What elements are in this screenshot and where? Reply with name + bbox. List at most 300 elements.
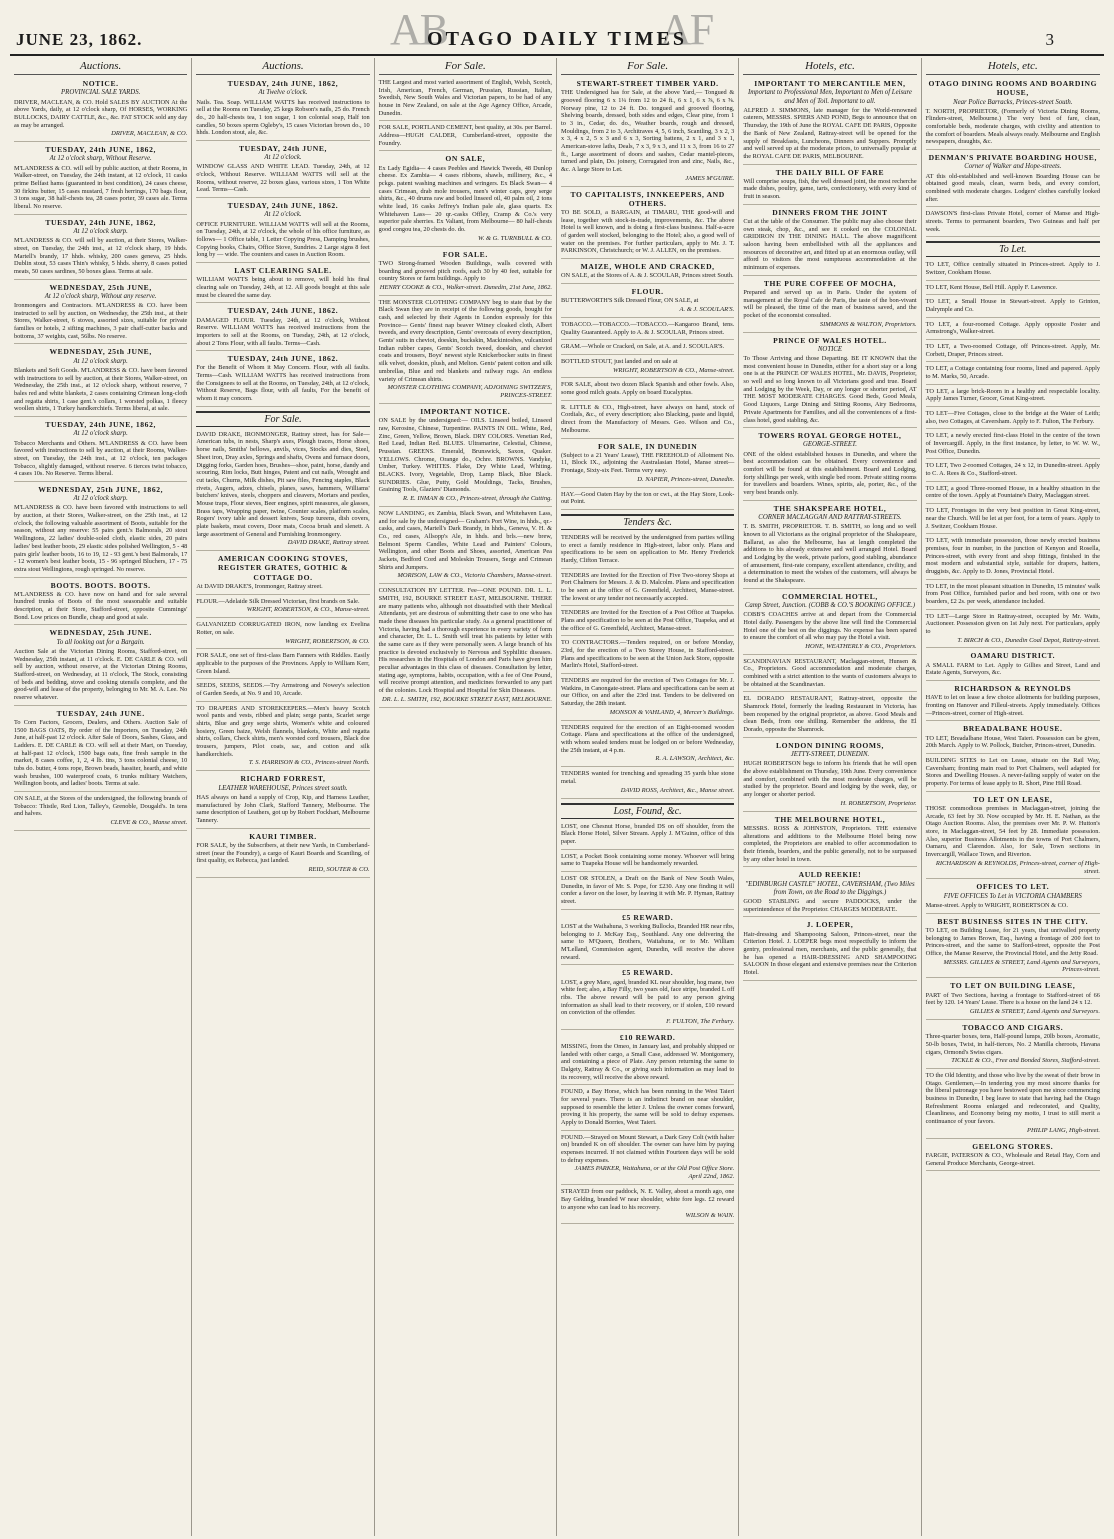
- advertisement: [196, 79, 369, 141]
- advertisement: [561, 1088, 734, 1130]
- ad-body: DAMAGED FLOUR. Tuesday, 24th, at 12 o'clock, Without Reserve. WILLIAM WATTS has received instructions from the importers to sell at the Rooms, on Tuesday, 24th, at 12 o'clock, about 2 Tons Flour, with all faults. Terms—Cash.: [196, 316, 370, 347]
- ad-body: GALVANIZED CORRUGATED IRON, now landing ex Evelina Rotter, on sale.: [196, 621, 370, 636]
- ad-title: TO LET ON LEASE,: [973, 794, 1053, 804]
- ad-signature: F. FULTON, The Ferbury.: [666, 1017, 735, 1025]
- ad-body: (Subject to a 21 Years' Lease), THE FREEHOLD of Allotment No. 11, Block IX., adjoining the Australasian Hotel, Manse street—Frontage, Sixty-six Feet. Terms very easy.: [560, 451, 735, 475]
- ad-title: RICHARD FORREST,: [240, 774, 326, 784]
- ad-title: OFFICES TO LET.: [976, 882, 1050, 892]
- advertisement: [14, 709, 187, 792]
- ad-subtitle: At 12 o'clock.: [264, 154, 302, 162]
- newspaper-column: [557, 58, 739, 1536]
- ad-body: FOR SALE, about two dozen Black Spanish and other fowls. Also, some good milch goats. Apply on board Eucalyptus.: [560, 381, 735, 397]
- advertisement: [14, 347, 187, 417]
- advertisement: [561, 572, 734, 607]
- ad-signature: DAVID DRAKE, Rattray street.: [287, 539, 370, 547]
- ad-body: AT this old-established and well-known Boarding House can be obtained good meals, clean, warm beds, and every comfort, combined with moderate charges. Lodgers' clothes carefully looked after.: [925, 172, 1100, 203]
- ad-body: TO LET, Breadalbane House, West Taieri. Possession can be given, 20th March. Apply to W. Pollock, Butcher, Princes-street, Dunedin.: [925, 734, 1100, 750]
- advertisement: [561, 875, 734, 910]
- ad-body: TO LET, a good Three-roomed House, in a healthy situation in the centre of the town. Apply at Fountaine's Dairy, Maclaggan street.: [925, 484, 1100, 500]
- ad-body: TO LET, a four-roomed Cottage. Apply opposite Foster and Armstrong's, Walker-street.: [925, 320, 1100, 336]
- ad-body: LOST at the Waihahuna, 3 working Bullocks, Branded HR near ribs, belonging to J. McKay Esq., Southland. Any one delivering the same to M'Queen, Brothers, Waitahuna, or to Mr. William M'Lelland, Commission agent, Dunedin, will receive the above reward.: [560, 922, 735, 961]
- advertisement: [926, 210, 1100, 237]
- advertisement: [14, 581, 187, 626]
- ad-body: TENDERS will be received by the undersigned from parties willing to erect a family residence in High-street, labor only. Plans and specifications to be seen on application to Mr. Henry Frederick Hardy, Clifton Terrace.: [560, 534, 735, 565]
- ad-title: TUESDAY, 24th JUNE,: [238, 143, 328, 153]
- ad-signature: DR. L. L. SMITH, 192, BOURKE STREET EAST, MELBOURNE.: [381, 695, 552, 703]
- advertisement: [196, 682, 369, 701]
- ad-subtitle: PROVINCIAL SALE YARDS.: [61, 89, 141, 97]
- ad-subtitle: CORNER MACLAGGAN AND RATTRAY-STREETS.: [758, 513, 902, 521]
- ad-body: TO LET, a newly erected first-class Hotel in the centre of the town of Invercargill. Apply, in the first instance, by letter, to W. W. W., Post Office, Dunedin.: [925, 432, 1100, 455]
- ad-subtitle: Camp Street, Junction. (COBB & CO.'S BOOKING OFFICE.): [744, 601, 916, 609]
- advertisement: [196, 705, 369, 772]
- ad-title: LONDON DINING ROOMS,: [775, 740, 884, 750]
- advertisement: [561, 968, 734, 1030]
- advertisement: [561, 534, 734, 569]
- advertisement: [196, 306, 369, 351]
- ad-body: BUILDING SITES to Let on Lease, situate on the Rail Way, Caversham; fronting main road to Port Chalmers, well adapted for Stores and Dwelling Houses. A never-failing supply of water on the property. For terms of lease apply to R. Short, Pine Hill Road.: [925, 756, 1100, 787]
- advertisement: [926, 917, 1100, 979]
- column-heading: Hotels, etc.: [743, 60, 916, 75]
- advertisement: [561, 1134, 734, 1186]
- advertisement: [196, 554, 369, 594]
- advertisement: [196, 354, 369, 407]
- ad-subtitle: LEATHER WAREHOUSE, Princes street south.: [218, 784, 348, 792]
- ad-title: GEELONG STORES.: [972, 1141, 1054, 1151]
- ad-body: TO LET, a Two-roomed Cottage, off Princes-street. Apply, Mr. Corbett, Draper, Princes street.: [925, 343, 1100, 358]
- ad-title: TUESDAY, 24th JUNE, 1862,: [45, 145, 156, 155]
- newspaper-column: [192, 58, 374, 1536]
- ad-title: TUESDAY, 24th JUNE.: [56, 708, 145, 718]
- ad-signature: WRIGHT, ROBERTSON & CO., Manse-street.: [612, 366, 735, 374]
- ad-signature: GILLIES & STREET, Land Agents and Surveyors.: [969, 1008, 1100, 1015]
- ad-signature: HONE, WEATHERLY & CO., Proprietors.: [805, 642, 917, 650]
- ad-title: WEDNESDAY, 25th JUNE.: [49, 628, 152, 638]
- advertisement: [196, 431, 369, 551]
- ad-body: Manse-street. Apply to WRIGHT, ROBERTSON & CO.: [925, 901, 1068, 909]
- advertisement: [14, 79, 187, 142]
- ad-body: TO LET, a Small House in Stewart-street. Apply to Grinton, Dalrymple and Co.: [925, 298, 1100, 314]
- ad-body: SCANDINAVIAN RESTAURANT, Maclaggan-street, Hunsen & Co., Proprietors. Good accommodation and moderate charges, combined with a strict attention to the wants of customers always to be obtained at the Scandinavian.: [743, 657, 917, 688]
- advertisement: [561, 358, 734, 379]
- section-heading: For Sale.: [196, 411, 369, 427]
- ad-body: THE Largest and most varied assortment of English, Welsh, Scotch, Irish, American, French, German, Prussian, Russian, Italian, Swedish, New South Wales and Victorian papers, to be had of any house in New Zealand, on sale at the Age Agency Office, Arcade, Dunedin.: [378, 79, 552, 117]
- ad-body: M'LANDRESS & CO. will sell by auction, at their Stores, Walker-street, on Tuesday, the 24th inst., at 12 o'clock sharp, 19 hhds. Martell's brandy, 17 hhds. whisky, 200 cases geneva, 25 hhds. Dublin stout, 53 cases Thin's whisky, 5 hhds. sherry, 8 cases potted meats, 50 cases sardines, 50 boxes glass. Terms at sale.: [14, 237, 188, 275]
- ad-title: £5 REWARD.: [622, 912, 674, 922]
- advertisement: [379, 299, 552, 404]
- ad-body: Auction Sale at the Victorian Dining Rooms, Stafford-street, on Wednesday, 25th instant, at 11 o'clock. E. DE CARLE & CO. will sell by auction, without reserve, at the Victorian Dining Rooms, Stafford-street, on Wednesday, at 11 o'clock, The Stock, consisting of beds and bedding, stove and cooking utensils complete, and the good-will and lease of the property, belonging to Mr. M. A. Lee. No reserve whatever.: [14, 647, 188, 702]
- ad-body: ALFRED J. SIMMONS, late manager for the World-renowned caterers, MESSRS. SPIERS AND POND, Begs to announce that on Thursday, the 19th of June the ROYAL CAFE DE PARIS, Opposite the Bank of New Zealand, Rattray-street will be opened for the supply of Breakfasts, Luncheons, Dinners and Suppers. Promptly and well served up at the moderate prices, to universally popular at the ROYAL CAFE DE PARIS, MELBOURNE.: [743, 106, 917, 160]
- issue-date: JUNE 23, 1862.: [16, 30, 143, 49]
- ad-signature: REID, SOUTER & CO.: [308, 865, 370, 873]
- ad-signature: MORISON, LAW & CO., Victoria Chambers, Manse-street.: [397, 572, 552, 580]
- advertisement: [926, 583, 1100, 610]
- advertisement: [196, 652, 369, 679]
- ad-body: ON SALE by the undersigned:— OILS. Linseed boiled, Linseed raw, Kerosine, Chinese, Turpentine. PAINTS IN OIL. White, Red, Zinc, Green, Yellow, Brown, Black. DRY COLORS. Venetian Red, Red Lead, Indian Red. BLUES. Ultramarine, Celestial, Chinese, Prussian. GREENS. Emerald, Brunswick, Saxon, Quaker. YELLOWS. Chrome, Orange do., Ochre. BROWNS. Vandyke, Umber, Turkey. WHITES. Flake, Dry White Lead, Whiting. BLACKS. Ivory, Vegetable, Drop, Lamp Black, Blue Black. SUNDRIES. Glue, Putty, Gold Mouldings, Tacks, Brushes, Graining Tools, Glaziers' Diamonds.: [378, 417, 552, 494]
- ad-body: A SMALL FARM to Let. Apply to Gillies and Street, Land and Estate Agents, Surveyors, &c.: [925, 661, 1100, 677]
- column-grid: [10, 58, 1104, 1536]
- advertisement: [926, 1023, 1100, 1069]
- advertisement: [379, 510, 552, 584]
- advertisement: [561, 343, 734, 355]
- advertisement: [743, 658, 916, 693]
- ad-title: THE DAILY BILL OF FARE: [775, 167, 885, 177]
- advertisement: [561, 677, 734, 721]
- ad-body: NOW LANDING, ex Zambia, Black Swan, and Whitehaven Lass, and for sale by the undersigned— Graham's Port Wine, in hhds., qr.-casks, and cases, Martell's Dark Brandy, in hhds., Geneva, V. H. & Co., red cases, Allsopp's Ale, in hhds. and brls.—new brew, Belmont Sperm Candles, White Lead and Painters' Colours, Wellington, and other Boots and Shoes, assorted, American Pea Jackets, Bedford Cord and Moleskin Trousers, Serge and Crimean Shirts and Jumpers.: [378, 509, 552, 571]
- advertisement: [561, 724, 734, 768]
- ad-title: THE SHAKSPEARE HOTEL,: [773, 503, 887, 513]
- advertisement: [561, 770, 734, 798]
- ad-body: Prepared and served up as in Paris. Under the system of management at the Royal Cafe de Paris, the taste of the bon-vivant will be pleased, the time of the man of business saved, and the pocket of the economist consulted.: [743, 288, 917, 319]
- ad-body: MESSRS. ROSS & JOHNSTON, Proprietors. THE extensive alterations and additions to the Melbourne Hotel being now completed, the Proprietors are enabled to offer accommodation to their friends, boarders, and the public generally, not to be surpassed by any other hotel in town.: [743, 824, 917, 863]
- advertisement: [196, 832, 369, 878]
- ad-body: HAY.—Good Oaten Hay by the ton or cwt., at the Hay Store, Look-out Point.: [560, 490, 735, 506]
- ad-title: TUESDAY, 24th JUNE, 1862,: [45, 217, 156, 227]
- ad-signature: T. BIRCH & CO., Dunedin Coal Depot, Rattray-street.: [957, 636, 1100, 644]
- newspaper-column: [922, 58, 1104, 1536]
- ad-body: Three-quarter boxes, tens, Half-pound lumps, 20lb boxes, Aromatic, 50-lb boxes, Twist, in half-tierces, No. 2 Manilla cheroots, Havana cigars, Ormond's Swiss cigars.: [925, 1033, 1100, 1056]
- ad-body: FOR SALE, by the Subscribers, at their new Yards, in Cumberland-street (near the Foundry), a cargo of Kauri Boards and Scantling, of first quality, ex Rebecca, just landed.: [196, 841, 370, 865]
- advertisement: [926, 757, 1100, 792]
- advertisement: [926, 795, 1100, 880]
- advertisement: [561, 853, 734, 872]
- ad-body: ONE of the oldest established houses in Dunedin, and where the best accommodation can be obtained. Every convenience and comfort will be found at this establishment. Board and Lodging, forty shillings per week, with single bed room. Private sitting rooms for travellers and boarders. Wines, spirits, ale, porter, &c., of the very best brands only.: [743, 450, 917, 497]
- advertisement: [926, 365, 1100, 384]
- ad-body: DAVID DRAKE, IRONMONGER, Rattray street, has for Sale— American tubs, in nests, Sharp's axes, Plough traces, Horse shoes, horse nails, Smiths' bellows, anvils, vices, Stocks and dies, Steel, Sheet iron, Dray axles, Springs and shafts, Ovens and furnace doors, Digging forks, Garden hoes, Brushes—shoe, paint, horse, dandy and scouring, Rim locks, Butt hinges, Patent and cut nails, Wrought and cut tacks, Churns, Milk dishes, Pit saw files, Fencing staples, Black rivets, Augers, adzes, chisels, planes, saws, hammers, Williams' butchers' knives, steels, choppers and cleavers, Mortars and pestles, Mouse traps, Flour sieves, Beer engines, spirit measures, ale glasses, Brass taps, Wrapping paper, twine, Counter scales, platform scales, Rogers' ivory table and dessert knives, Soup tureens, dish covers, plate baskets, meat covers, Door mats, Cocoa brush and slenett. A large assortment of General and Furnishing Ironmongery.: [196, 430, 370, 538]
- ad-body: TO BE SOLD, a BARGAIN, at TIMARU, THE good-will and lease, together with stock-in-trade, improvements, &c. The above Hotel is well known, and is doing a first-class business. Half-a-acre of garden well stocked, belonging to the Hotel; also, a good well of water on the premises. For further particulars, apply to Mr. J. T. PARKINSON, Christchurch; or W. J. ALLEN, on the premises.: [560, 209, 735, 255]
- advertisement: [561, 321, 734, 340]
- header-rule: [10, 54, 1104, 56]
- ad-title: IMPORTANT TO MERCANTILE MEN,: [754, 79, 906, 88]
- ad-signature: JAMES M'GUIRE.: [685, 174, 735, 182]
- ad-body: HUGH ROBERTSON begs to inform his friends that he will open the above establishment on Thursday, 19th June. Every convenience and comfort, combined with the most moderate charges, will be studied by the proprietor. Board and lodging by the week, day, or any longer or shorter period.: [743, 760, 917, 799]
- ad-body: TENDERS are Invited for the Erection of Five Two-storey Shops at Port Chalmers for Messrs. J. & D. Malcolm. Plans and specification to be seen at the office of G. Greenfield, Architect, Manse-street. The lowest or any tender not necessarily accepted.: [560, 571, 735, 602]
- ad-title: TUESDAY, 24th JUNE, 1862,: [227, 79, 339, 88]
- advertisement: [561, 609, 734, 636]
- section-heading: To Let.: [926, 241, 1100, 257]
- ad-title: KAURI TIMBER.: [249, 831, 317, 841]
- ad-body: TO DRAPERS AND STOREKEEPERS.—Men's heavy Scotch wool pants and vests, ribbed and plain; serge pants, Scarlet serge shirts, Blue and grey serge shirts, Women's white and coloured hosiery, Green baize, Welsh flannels, blankets, White and regatta shirts, collars, Check shirts, men's worsted cord trousers, Black doe trousers, jumpers, Pilot coats, sac, and cotton and silk handkerchiefs.: [196, 704, 370, 758]
- advertisement: [561, 491, 734, 510]
- advertisement: [561, 913, 734, 966]
- advertisement: [196, 774, 369, 828]
- ad-body: TENDERS wanted for trenching and spreading 35 yards blue stone metal.: [560, 770, 735, 785]
- ad-subtitle: To all looking out for a Bargain.: [56, 638, 145, 646]
- advertisement: [926, 343, 1100, 362]
- ad-body: Ironmongers and Contractors. M'LANDRESS & CO. have been instructed to sell by auction, on Wednesday, the 25th inst., at their Stores, Walker-street, 6 stoves, assorted sizes, suitable for private families or hotels, 2 sifting machines, 3 pair chaff-cutter backs and bottoms, 37 weights, cast, 56lbs. No reserve.: [14, 302, 188, 340]
- ad-body: TENDERS required for the erection of an Eight-roomed wooden Cottage. Plans and specifications at the office of the undersigned, with whom sealed tenders must be lodged on or before Wednesday, the 25th instant, at 4 p.m.: [560, 723, 735, 754]
- ad-title: TUESDAY, 24th JUNE, 1862.: [227, 201, 339, 211]
- ad-subtitle: At 12 o'clock sharp.: [73, 357, 128, 365]
- ad-subtitle: At 12 o'clock sharp.: [73, 227, 128, 235]
- ad-body: TO LET, Frontages in the very best position in Great King-street, near the Church. Will be let at per foot, for a term of years. Apply to J. Switzer, Cookham House.: [925, 507, 1100, 530]
- ad-body: TO LET, a Cottage containing four rooms, lined and papered. Apply to M. Marks, 50, Arcade.: [925, 365, 1100, 381]
- ad-title: FOR SALE.: [442, 249, 488, 259]
- ad-body: DRIVER, MACLEAN, & CO. Hold SALES BY AUCTION At the above Yards, daily, at 12 o'clock sharp, Of HORSES, WORKING BULLOCKS, DAIRY CATTLE, &c., &c. FAT STOCK sold any day as may be arranged.: [14, 98, 188, 129]
- ad-title: OAMARU DISTRICT.: [970, 651, 1056, 661]
- ad-signature: DRIVER, MACLEAN, & CO.: [111, 130, 188, 138]
- ad-signature: MONSTER CLOTHING COMPANY, ADJOINING SWITZER'S, PRINCES-STREET.: [387, 384, 552, 400]
- advertisement: [926, 882, 1100, 913]
- ad-signature: TICKLE & CO., Free and Bonded Stores, Stafford-street.: [951, 1057, 1100, 1065]
- ad-body: HAVE to let on lease a few choice allotments for building purposes, fronting on Hanover and Filleul-streets. Apply immediately. Offices—Princes-street, corner of High-street.: [925, 694, 1100, 717]
- ad-body: GOOD STABLING and secure PADDOCKS, under the superintendence of the Proprietor. CHARGES MODERATE.: [743, 898, 917, 913]
- advertisement: [926, 284, 1100, 296]
- ad-body: FLOUR.—Adelaide Silk Dressed Victorian, first brands on Sale.: [196, 597, 360, 605]
- ad-signature: MONSON & VAHLAND, 4, Mercer's Buildings.: [609, 708, 735, 716]
- ad-subtitle: JETTY-STREET, DUNEDIN.: [790, 751, 870, 759]
- ad-signature: WILSON & WAIN.: [685, 1212, 735, 1220]
- ad-title: STEWART-STREET TIMBER YARD.: [576, 79, 719, 88]
- advertisement: [14, 795, 187, 831]
- ad-signature: PHILIP LANG, High-street.: [1027, 1126, 1100, 1134]
- newspaper-column: [739, 58, 921, 1536]
- ad-subtitle: Near Police Barracks, Princes-street South.: [953, 98, 1073, 106]
- ad-body: FOUND.—Strayed on Mount Stewart, a Dark Grey Colt (with halter on) branded K on off shoulder. The owner can have him by paying expenses incurred. If not claimed within Fourteen days will be sold to defray expenses.: [560, 1133, 735, 1164]
- advertisement: [196, 598, 369, 619]
- advertisement: [926, 981, 1100, 1020]
- ad-body: T. NORTH, PROPRIETOR, (Formerly of Victoria Dining Rooms, Flinders-street, Melbourne.) The very best of fare, clean, comfortable beds, moderate charges, with civility and attention to the comfort of boarders. Meals always ready. Melbourne and English newspapers, draughts, &c.: [925, 107, 1100, 146]
- ad-subtitle: Corner of Walker and Hope-streets.: [964, 163, 1062, 171]
- advertisement: [926, 261, 1100, 280]
- ad-signature: JAMES PARKER, Waitahuna, or at the Old Post Office Store. April 22nd, 1862.: [574, 1165, 735, 1181]
- ad-body: PART of Two Sections, having a frontage to Stafford-street of 66 feet by 120. 14 Years' Lease. There is a house on the land 24 x 12.: [925, 991, 1100, 1007]
- ad-title: TUESDAY, 24th JUNE, 1862.: [227, 354, 339, 364]
- ad-body: At DAVID DRAKE'S, Ironmonger, Rattray street.: [196, 582, 323, 590]
- ad-subtitle: At 12 o'clock sharp.: [73, 430, 128, 438]
- ad-body: COBB'S COACHES arrive at and depart from the Commercial Hotel daily. Passengers by the above line will find the Commercial Hotel one of the best on the diggings. No expense has been spared to ensure the comfort of all who may pay the Hotel a visit.: [743, 611, 917, 642]
- ad-signature: WRIGHT, ROBERTSON, & CO.: [285, 637, 370, 645]
- ad-title: DENMAN'S PRIVATE BOARDING HOUSE,: [928, 153, 1097, 163]
- ad-signature: D. NAPIER, Princes-street, Dunedin.: [637, 475, 735, 483]
- ad-body: TENDERS are required for the erection of Two Cottages for Mr. J. Watkins, in Canongate-street. Plans and specifications can be seen at our Office, on and after the 23rd inst. Tenders to be delivered on Saturday, the 28th instant.: [560, 677, 735, 708]
- ad-body: Cut at the table of the Consumer. The public may also choose their own steak, chop, &c., and see it cooked on the COLONIAL GRIDIRON IN THE DINING HALL. The above magnificent saloon having been embellished with all the appliances and resources of decorative art, and fitted up at an enormous outlay, will afford to visitors the most sumptuous accommodation at the minimum of expenses.: [743, 218, 917, 272]
- column-heading: For Sale.: [379, 60, 552, 75]
- ad-body: TO LET—Large Store in Rattray-street, occupied by Mr. Watts, Auctioneer. Possession given on 1st July next. For particulars, apply to: [925, 612, 1100, 635]
- ad-body: OFFICE FURNITURE. WILLIAM WATTS will sell at the Rooms, on Tuesday, 24th, at 12 o'clock, the whole of his office furniture, as follows— 1 Office table, 1 Letter Copying Press, Damping brushes, Copying books, Chairs, Office Stove, Sundries. 2 Large signs 8 feet long by — wide. The counters and cases in Auction Room.: [196, 220, 370, 259]
- advertisement: [743, 592, 916, 655]
- advertisement: [926, 298, 1100, 317]
- ad-body: LOST, one Chesnut Horse, branded DS on off shoulder, from the Black Horse Hotel, Silver Stream. Apply J. M'Guinn, office of this paper.: [560, 822, 735, 845]
- ad-body: WINDOW GLASS AND WHITE LEAD. Tuesday, 24th, at 12 o'clock, Without Reserve. WILLIAM WATTS will sell at the Rooms, without reserve, 22 boxes glass, various sizes, 1 Ton White Lead. Terms—Cash.: [196, 163, 370, 194]
- advertisement: [743, 431, 916, 501]
- ad-body: BUTTERWORTH'S Silk Dressed Flour, ON SALE, at: [560, 297, 699, 305]
- ad-body: For the Benefit of Whom it May Concern. Flour, with all faults. Terms—Cash. WILLIAM WATTS has received instructions from the Consignees to sell at the Rooms, on Tuesday, 24th, at 12 o'clock, Without Reserve, Bags flour, with all faults, For the benefit of whom it may concern.: [196, 364, 370, 403]
- advertisement: [14, 420, 187, 482]
- advertisement: [743, 336, 916, 429]
- advertisement: [561, 442, 734, 488]
- advertisement: [379, 124, 552, 151]
- ad-body: TO LET, a large brick-Room in a healthy and respectable locality. Apply James Turner, Grocer, Great King-street.: [925, 387, 1100, 403]
- ad-subtitle: At 12 o'clock sharp, Without Reserve.: [49, 155, 152, 163]
- ad-signature: W. & G. TURNBULL & CO.: [477, 234, 552, 242]
- ad-signature: SIMMONS & WALTON, Proprietors.: [819, 320, 917, 328]
- ad-body: LOST, a Pocket Book containing some money. Whoever will bring same to Tuapeka House will be handsomely rewarded.: [560, 852, 735, 868]
- ad-title: TO CAPITALISTS, INNKEEPERS, AND OTHERS.: [570, 189, 725, 208]
- ad-subtitle: NOTICE: [817, 345, 843, 353]
- ad-title: COMMERCIAL HOTEL,: [782, 591, 878, 601]
- ad-signature: DAVID ROSS, Architect, &c., Manse street.: [620, 786, 735, 794]
- ad-title: BREADALBANE HOUSE.: [963, 724, 1063, 734]
- advertisement: [196, 201, 369, 263]
- ad-title: LAST CLEARING SALE.: [234, 266, 332, 275]
- column-heading: Auctions.: [196, 60, 369, 75]
- ad-body: FOR SALE, PORTLAND CEMENT, best quality, at 30s. per Barrel. Address—HUGH CALDER, Cumberland-street, opposite the Foundry.: [378, 124, 552, 147]
- advertisement: [561, 639, 734, 674]
- ad-body: Will comprise soups, fish, the well dressed joint, the most recherche made dishes, poultry, game, tarts, confectionery, with every kind of fruit in season.: [743, 177, 917, 201]
- advertisement: [926, 724, 1100, 754]
- ad-title: AMERICAN COOKING STOVES, REGISTER GRATES, GOTHIC & COTTAGE DO.: [217, 554, 349, 582]
- ad-signature: MESSRS. GILLIES & STREET, Land Agents and Surveyors, Princes-street.: [943, 958, 1100, 974]
- advertisement: [926, 410, 1100, 429]
- advertisement: [14, 218, 187, 280]
- ad-title: £10 REWARD.: [619, 1032, 676, 1042]
- ad-title: THE MELBOURNE HOTEL,: [774, 814, 886, 824]
- newspaper-column: [10, 58, 192, 1536]
- ad-signature: WRIGHT, ROBERTSON, & CO., Manse-street.: [246, 606, 370, 614]
- ad-body: FOR SALE, one set of first-class Barn Fanners with Riddles. Easily applicable to the purposes of the Provinces. Apply to William Kerr, Green Island.: [196, 652, 370, 675]
- ad-signature: CLEVE & CO., Manse street.: [110, 819, 188, 826]
- advertisement: [14, 145, 187, 215]
- ad-title: NOTICE.: [82, 79, 119, 88]
- advertisement: [561, 79, 734, 187]
- advertisement: [743, 870, 916, 917]
- ad-body: THOSE commodious premises in Maclaggan-street, joining the Arcade, 63 feet by 30. Now occupied by Mr. H. E. Nathan, as the Otago Auction Rooms. Also, the premises over Mr. P. W. Hutton's store, in Maclaggan-street, 54 feet by 28. Immediate possession. Also, superior Business Allotments in the towns of Port Chalmers, Oamaru, and Clarendon. Also, for Sale, Town sections in Invercargill, Wallace Town, and Riverton.: [925, 804, 1100, 858]
- ad-subtitle: At 12 o'clock sharp.: [73, 495, 128, 503]
- newspaper-title: OTAGO DAILY TIMES: [427, 28, 687, 50]
- ad-body: TOBACCO.—TOBACCO.—TOBACCO.—Kangaroo Brand, tens. Quality Guaranteed. Apply to A. & J. SCOULAR, Princes street.: [560, 320, 735, 336]
- ad-title: TUESDAY, 24th JUNE, 1862,: [45, 420, 156, 430]
- column-heading: Auctions.: [14, 60, 187, 75]
- ad-subtitle: "EDINBURGH CASTLE" HOTEL, CAVERSHAM, (Two Miles from Town, on the Road to the Diggings.): [745, 880, 915, 896]
- ad-title: THE PURE COFFEE OF MOCHA,: [763, 278, 897, 288]
- ad-body: TO LET, Two 2-roomed Cottages, 24 x 12, in Dunedin-street. Apply to C. A. Rees & Co., Stafford-street.: [925, 462, 1100, 478]
- advertisement: [196, 266, 369, 303]
- advertisement: [926, 485, 1100, 504]
- advertisement: [926, 613, 1100, 649]
- library-stamp-left: AB: [390, 5, 448, 54]
- ad-title: PRINCE OF WALES HOTEL.: [773, 335, 887, 345]
- ad-title: WEDNESDAY, 25th JUNE, 1862,: [38, 484, 164, 494]
- ad-title: J. LOEPER,: [806, 920, 854, 930]
- ad-signature: HENRY COOKE & CO., Walker-street. Dunedin, 21st June, 1862.: [379, 283, 552, 291]
- library-stamp-right: AF: [660, 5, 713, 54]
- ad-body: EL DORADO RESTAURANT, Rattray-street, opposite the Shamrock Hotel, formerly the leading Restaurant in Victoria, has been reopened by the original proprietor, as above. Good Meals and clean Beds, from one shilling. Remember the address, the El Dorado, opposite the Shamrock.: [743, 695, 917, 734]
- ad-title: £5 REWARD.: [622, 968, 674, 978]
- ad-body: Blankets and Soft Goods. M'LANDRESS & CO. have been favored with instructions to sell by auction, at their Stores, Walker-street, on Wednesday, the 25th inst., at 12 o'clock sharp, without reserve, 7 bales red and white blankets, 2 cases containing Crimean long-cloth and regatta shirts, 1 case gent.'s collars, 1 worsted polkas, 1 fleecy woollen shirts, 1 Turkey handkerchiefs. Terms liberal, at sale.: [14, 367, 188, 413]
- ad-body: TWO Strong-framed Wooden Buildings, walls covered with boarding and grooved pitch roofs, each 30 by 40 feet, suitable for country Stores or farm buildings. Apply to: [378, 259, 552, 283]
- ad-title: WEDNESDAY, 25th JUNE,: [49, 282, 152, 292]
- ad-body: TENDERS are Invited for the Erection of a Post Office at Tuapeka. Plans and specification to be seen at the Post Office, Tuapeka, and at the office of G. Greenfield, Architect, Manse-street.: [560, 609, 735, 632]
- ad-signature: R. E. INMAN & CO., Princes-street, through the Cutting.: [402, 494, 552, 502]
- ad-body: MISSING, from the Omeo, in January last, and probably shipped or landed with other cargo, a Small Case, addressed W. Montgomery, and containing a piece of Plate. Any person returning the same to Dalgety, Rattray & Co., or giving such information as may lead to its recovery, will receive the above reward.: [560, 1043, 735, 1081]
- advertisement: [926, 1072, 1100, 1139]
- advertisement: [926, 537, 1100, 579]
- ad-title: DINNERS FROM THE JOINT: [772, 207, 888, 217]
- advertisement: [561, 190, 734, 260]
- ad-signature: H. ROBERTSON, Proprietor.: [840, 799, 917, 807]
- advertisement: [379, 407, 552, 507]
- advertisement: [561, 1188, 734, 1224]
- ad-body: HAS always on hand a supply of Crop, Kip, and Harness Leather, manufactured by John Clark, Stafford Tannery, Melbourne. The same description of Leathers, got up by Robert Fockhart, Melbourne Tannery.: [196, 793, 370, 824]
- ad-body: SEEDS, SEEDS, SEEDS.—Try Armstrong and Nowey's selection of Garden Seeds, at No. 9 and 10, Arcade.: [196, 682, 370, 698]
- column-heading: For Sale.: [561, 60, 734, 75]
- ad-body: R. LITTLE & CO., High-street, have always on hand, stock of Cordials, &c., of every description; also Blacking, paste and liquid, direct from the Manufactory of Messrs. Geo. Wilson and Co., Melbourne.: [560, 403, 735, 434]
- advertisement: [561, 404, 734, 439]
- advertisement: [926, 321, 1100, 340]
- ad-body: TO LET, in the most pleasant situation in Dunedin, 15 minutes' walk from Post Office, furnished parlor and bed room, with one or two boarders, £2 2s. per week, attendance included.: [925, 582, 1100, 605]
- ad-body: Ex Lady Egidia— 4 cases Peebles and Hawick Tweeds, 48 Dunlop cheese. Ex Zambia— 4 cases ribbons, shawls, millinery, &c., 4 pckgs. patent washing machines and wringers. Ex Black Swan— 4 cases Crimean, drab mole trousers, men's winter caps, grey serge shirts, &c., 40 drums raw and boiled linseed oil, 40 palm oil, 2 tons white lead, 16 casks Jeffrey's Indian pale ale, glass quarts. Ex Whitehaven Lass— 20 qr.-casks Offley, Cramp & Co.'s very superior pale sherries. Ex Valiant, from Melbourne— 80 half-chests good congou tea, 20 chests do. do.: [378, 164, 552, 233]
- advertisement: [743, 208, 916, 276]
- advertisement: [926, 684, 1100, 721]
- ad-title: BOOTS. BOOTS. BOOTS.: [50, 580, 151, 590]
- advertisement: [743, 79, 916, 165]
- ad-signature: A. & J. SCOULAR'S.: [679, 305, 735, 313]
- advertisement: [561, 1033, 734, 1086]
- advertisement: [743, 741, 916, 812]
- ad-title: FLOUR.: [631, 287, 664, 297]
- ad-body: TO LET, on Building Lease, for 21 years, that unrivalled property belonging to James Brown, Esq., having a frontage of 200 feet to Princes-street, and the same to Stafford-street, opposite the Post Office, the Manse Reserve, the Provincial Hotel, and the Jetty Road.: [925, 926, 1100, 957]
- advertisement: [743, 279, 916, 333]
- advertisement: [743, 504, 916, 589]
- ad-body: TO LET—Five Cottages, close to the bridge at the Water of Leith; also, two Cottages, at Caversham. Apply to F. Fulton, The Ferbury.: [925, 410, 1100, 425]
- advertisement: [926, 153, 1100, 207]
- ad-subtitle: At 12 o'clock.: [264, 211, 302, 219]
- ad-title: TOWERS ROYAL GEORGE HOTEL,: [758, 431, 902, 441]
- advertisement: [743, 695, 916, 737]
- ad-body: LOST, a grey Mare, aged, branded KL near shoulder, hog mane, two white feet; also, a Bay Filly, two years old, face stripe, branded L off ribs. The above reward will be paid to any person giving information as shall lead to their recovery, or if stolen, £10 reward on conviction of the offender.: [560, 978, 735, 1017]
- advertisement: [743, 815, 916, 868]
- advertisement: [561, 287, 734, 318]
- ad-subtitle: Important to Professional Men, Important to Men of Leisure and Men of Toil. Important to all.: [748, 89, 912, 105]
- advertisement: [561, 262, 734, 284]
- column-heading: Hotels, etc.: [926, 60, 1100, 75]
- ad-title: AULD REEKIE!: [798, 870, 862, 880]
- advertisement: [743, 920, 916, 980]
- newspaper-column: [375, 58, 557, 1536]
- ad-body: GRAM.—Whole or Cracked, on Sale, at A. and J. SCOULAR'S.: [560, 343, 725, 351]
- advertisement: [14, 283, 187, 345]
- ad-body: TO LET, Office centrally situated in Princes-street. Apply to J. Switzer, Cookham House.: [925, 261, 1100, 277]
- advertisement: [14, 628, 187, 705]
- ad-body: DAWSON'S first-class Private Hotel, corner of Manse and High-streets. Terms to permanent boarders, Two Guineas and half per week.: [925, 210, 1100, 233]
- ad-title: OTAGO DINING ROOMS AND BOARDING HOUSE,: [928, 79, 1098, 98]
- ad-subtitle: At Twelve o'clock.: [258, 89, 308, 97]
- ad-body: T. B. SMITH, PROPRIETOR. T. B. SMITH, so long and so well known to all Victorians as the original proprietor of the Shakspeare, Ballarat, as also the Melbourne, has at length completed the additions to his already extensive and well arranged Hotel. Board and Lodging by the week, private parlors, good stabling, abundance of amusement, first-rate company, excellent attendance, civility, and a determination to meet the wishes of the customers, will always be found at the Shakspeare.: [743, 523, 917, 584]
- section-heading: Tenders &c.: [561, 514, 734, 530]
- advertisement: [379, 79, 552, 121]
- ad-title: IMPORTANT NOTICE.: [420, 407, 511, 417]
- advertisement: [196, 144, 369, 198]
- ad-body: M'LANDRESS & CO. have been favored with instructions to sell by auction, at their Stores, Walker-street, on the 25th inst., at 12 o'clock, the following valuable assortment of Boots, suitable for the season, without any reserve: 55 pairs gent.'s Balmorals, 20 stout Wellingtons, 22 ladies' double-soled cloth, elastic sides, 20 pairs ladies' best leather boots, 29 elastic sides polished Wellington, 5 - 48 pairs girls' leather boots, 16 to 19, 12 - 93 gent.'s best Balmorals, 17 - 12 women's best leather boots, 15 - 96 springed Bluchers, 17 - 75 extra stout Wellingtons, rough springed. No reserve.: [14, 504, 188, 573]
- ad-title: RICHARDSON & REYNOLDS: [954, 684, 1072, 694]
- ad-body: WILLIAM WATTS being about to remove, will hold his final clearing sale on Tuesday, 24th, at 12. All goods bought at this sale must be cleared the same day.: [196, 276, 370, 299]
- ad-body: To Corn Factors, Grocers, Dealers, and Others. Auction Sale of 1500 BAGS OATS, By order of the Importers, on Tuesday, 24th June, at half-past 12 o'clock. After Sale of Doors, Sashes, Glass, and Ladders. E. DE CARLE & CO. will sell at their Mart, on Tuesday, at half-past 12 o'clock, 1500 bags oats, fine fresh sample in the market, 8 cases coffee, 1, 2, 4 lb. tins, 3 tons colonial cheese, 10 tubs do. butter, 4 tons rope, Brown beads, hassiter, hearth, and white wash brushes, 100 waterproof coats, 6 trunks military Watchers, Wellington boots, and ladies' boots. Terms at sale.: [14, 718, 188, 788]
- advertisement: [926, 79, 1100, 150]
- ad-body: ON SALE, at the Stores of A. & J. SCOULAR, Princes street South.: [560, 272, 734, 280]
- ad-body: TO the Old Identity, and those who live by the sweat of their brow in Otago. Gentlemen,—In tendering you my most sincere thanks for the liberal patronage you have bestowed upon me since commencing business in Dunedin, I beg leave to state that having had the Otago Refreshment Rooms enlarged and redecorated, and Quality, Cleanliness, and Economy being my motto, I trust to still merit a continuance of your favors.: [925, 1072, 1100, 1126]
- advertisement: [196, 621, 369, 649]
- ad-body: FOUND, a Bay Horse, which has been running in the West Taieri for several years. There is an indistinct brand on near shoulder, supposed to resemble the letter J. Unless the owner comes forward, proving it his property, the same will be sold to defray expenses. Apply to Donald Borries, West Taieri.: [560, 1088, 735, 1127]
- ad-title: TUESDAY, 24th JUNE, 1862.: [227, 306, 339, 316]
- ad-body: Nails. Tea. Soap. WILLIAM WATTS has received instructions to sell at the Rooms on Tuesday, 25 kegs Robson's nails, 25 do. French do., 20 half-chests tea, 1 ton sugar, 1 ton colonial soap, Half ton candles, 50 boxes sperm Ogleby's, 15 cases Victorian brown do., 10 hhds. London stout, ale, &c.: [196, 98, 370, 137]
- ad-body: M'LANDRESS & CO. will sell by public auction, at their Rooms, in Walker-street, on Tuesday, the 24th instant, at 12 o'clock, 11 casks prime Belfast hams (guaranteed in best condition), 24 cases cheese, 30 firkins butter, 15 cases mustard, 7 fresh herrings, 170 bags flour, 3 tons sugar, 38 half-chests tea, 28 cases porter, 39 cases ale. Terms liberal. No reserve.: [14, 164, 188, 211]
- advertisement: [561, 381, 734, 400]
- advertisement: [14, 485, 187, 578]
- advertisement: [379, 250, 552, 296]
- advertisement: [926, 388, 1100, 407]
- ad-body: LOST OR STOLEN, a Draft on the Bank of New South Wales, Dunedin, in favor of Mr. S. Pope, for £230. Any one finding it will confer a favor on the loser, by leaving it with Mr. P. Hyman, Rattray street.: [560, 874, 735, 905]
